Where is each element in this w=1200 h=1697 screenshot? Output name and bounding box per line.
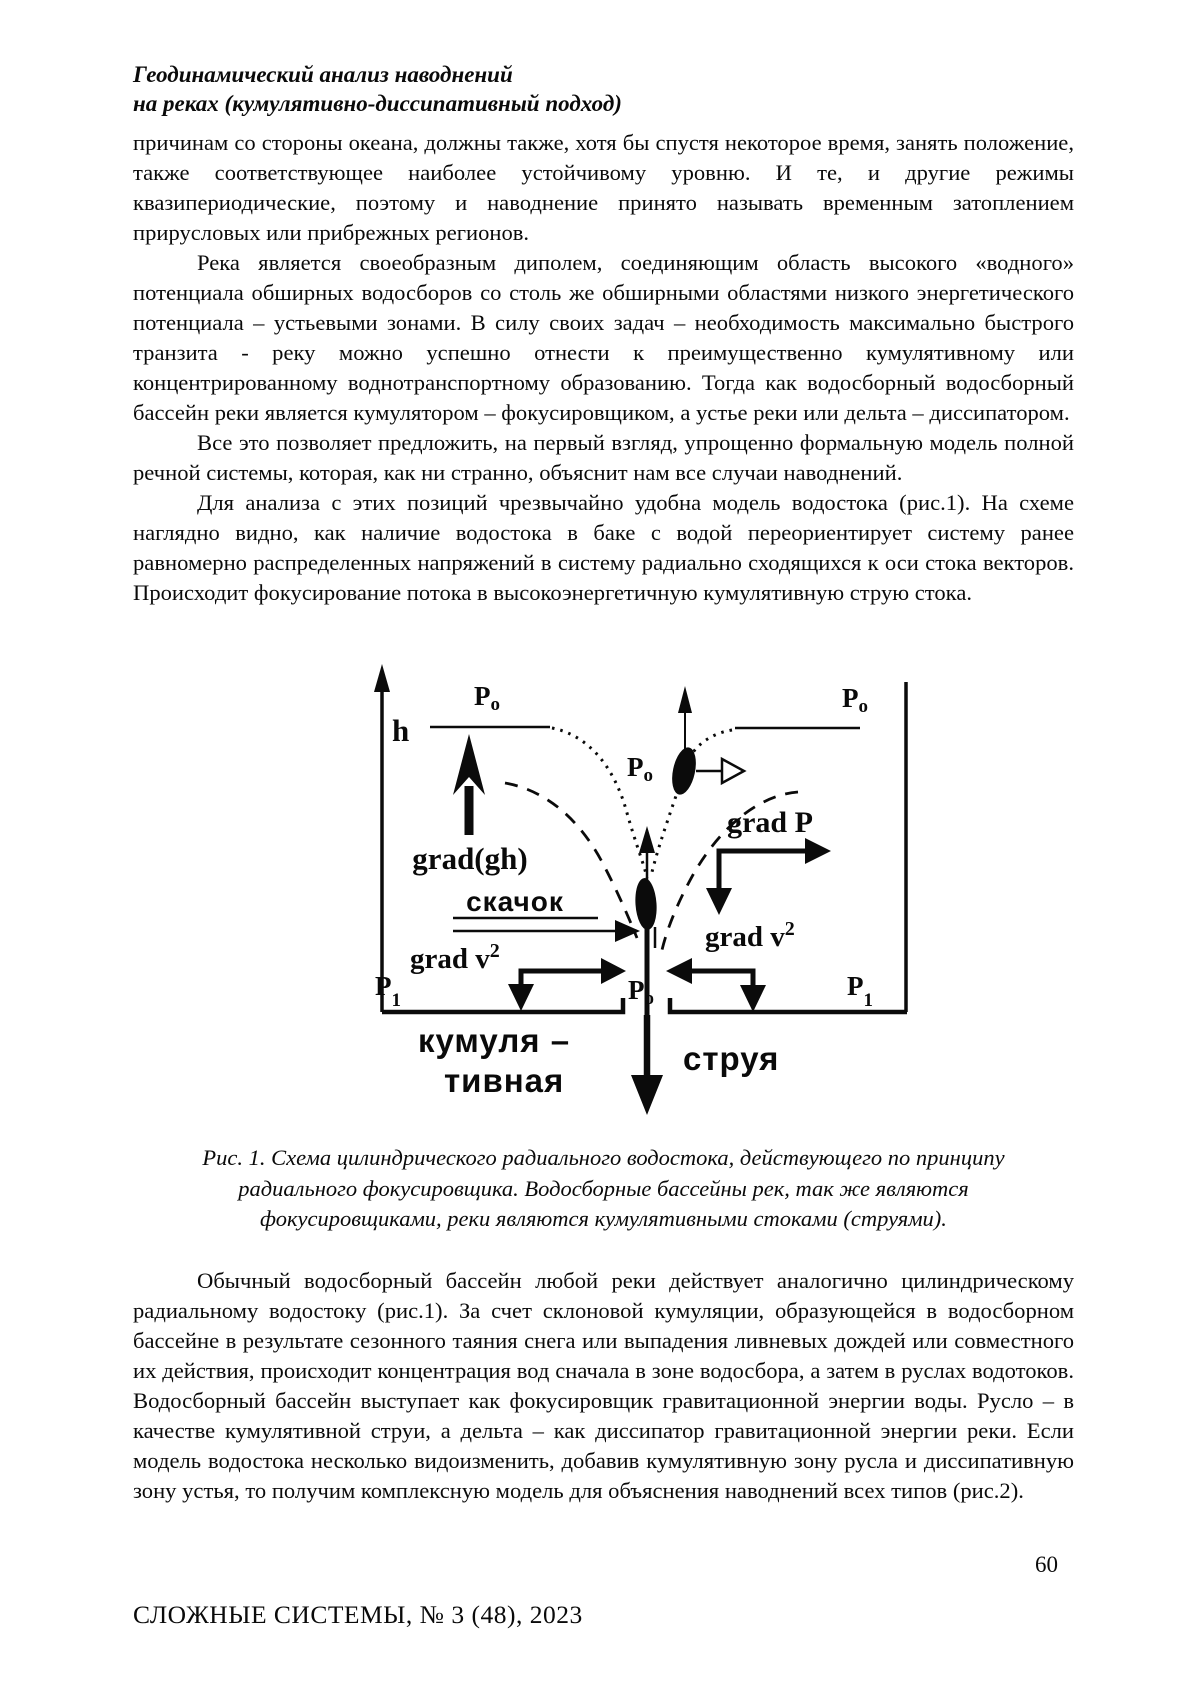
label-grad-p: grad P (727, 806, 813, 839)
label-p0-bottom: $P_o$ (628, 975, 654, 1009)
paragraph: Река является своеобразным диполем, соединяющим область высокого «водного» потенциала обширных водосборов со столь же обширными областями низкого энергетического потенциала – устьевыми зонами. В силу своих задач – необходимость максимально быстрого транзита - реку можно успешно отнести к преимущественно кумулятивному или концентрированному воднотранспортному образованию. Тогда как водосборный водосборный бассейн реки является кумулятором – фокусировщиком, а устье реки или дельта – диссипатором. (133, 250, 1074, 425)
label-h: h (392, 713, 410, 748)
grad-v2-left-elbow (521, 971, 604, 990)
bottom-wall-left (382, 998, 623, 1012)
label-grad-v2-left: grad $v^2$ (410, 940, 500, 975)
droplet-right-open-arrowhead (722, 759, 744, 783)
grad-p-elbow (719, 851, 808, 892)
grad-p-down-arrowhead (706, 888, 732, 915)
jet-down-arrowhead (631, 1075, 663, 1115)
caption-line: радиального фокусировщика. Водосборные бассейны рек, так же являются (238, 1175, 969, 1201)
label-p0-middle: $P_o$ (627, 752, 653, 786)
paragraph: причинам со стороны океана, должны также, хотя бы спустя некоторое время, занять положение, также соответствующее наиболее устойчивому уровню. И те, и другие режимы квазипериодические, поэтому и наводнение принято называть временным затоплением прирусловых или прибрежных регионов. (133, 130, 1074, 245)
page-number: 60 (1035, 1552, 1058, 1577)
grad-p-right-arrowhead (805, 838, 831, 864)
caption-line: Рис. 1. Схема цилиндрического радиального водостока, действующего по принципу (202, 1145, 1005, 1170)
label-grad-v2-right: grad $v^2$ (705, 918, 795, 953)
paragraph: Все это позволяет предложить, на первый взгляд, упрощенно формальную модель полной речной системы, которая, как ни странно, объяснит нам все случаи наводнений. (133, 430, 1074, 485)
label-kumulya: кумуля – (418, 1022, 571, 1059)
running-head-line2: на реках (кумулятивно-диссипативный подход) (133, 91, 622, 116)
label-p1-left: $P_1$ (375, 971, 401, 1011)
paragraph: Для анализа с этих позиций чрезвычайно удобна модель водостока (рис.1). На схеме наглядно видно, как наличие водостока в баке с водой переориентирует систему ранее равномерно распределенных напряжений в систему радиально сходящихся к оси стока векторов. Происходит фокусирование потока в высокоэнергетичную кумулятивную струю стока. (133, 490, 1074, 605)
axis-h-arrowhead (374, 664, 390, 692)
upper-droplet (668, 745, 699, 797)
label-struya: струя (683, 1040, 780, 1077)
paragraph: Обычный водосборный бассейн любой реки действует аналогично цилиндрическому радиальному водостоку (рис.1). За счет склоновой кумуляции, образующейся в водосборном бассейне в результате сезонного таяния снега или выпадения ливневых дождей или совместного их действия, происходит концентрация вод сначала в зоне водосбора, а затем в руслах водотоков. Водосборный бассейн выступает как фокусировщик гравитационной энергии воды. Русло – в качестве кумулятивной струи, а дельта – как диссипатор гравитационной энергии реки. Если модель водостока несколько видоизменить, добавив кумулятивную зону русла и диссипативную зону устья, то получим комплексную модель для объяснения наводнений всех типов (рис.2). (133, 1268, 1074, 1503)
skachok-arrowhead (615, 920, 640, 942)
label-tivnaya: тивная (444, 1062, 565, 1099)
grad-gh-arrowhead (453, 734, 485, 795)
label-p1-right: $P_1$ (847, 971, 873, 1011)
running-head-line1: Геодинамический анализ наводнений (133, 62, 513, 87)
caption-line: фокусировщиками, реки являются кумулятивными стоками (струями). (260, 1206, 947, 1231)
label-p0-top-right: $P_o$ (842, 683, 868, 717)
journal-footer: СЛОЖНЫЕ СИСТЕМЫ, № 3 (48), 2023 (133, 1600, 583, 1629)
grad-v2-left-arrowhead (666, 958, 692, 984)
body-text-top (133, 128, 1074, 608)
body-text-bottom (133, 1266, 1074, 1506)
figure-1-strokes (330, 620, 920, 1145)
running-head (133, 60, 1073, 118)
figure-1-diagram (330, 620, 920, 1145)
label-skachok: скачок (466, 886, 564, 917)
figure-caption (133, 1143, 1074, 1235)
label-grad-gh: grad(gh) (412, 841, 528, 876)
jet-droplet (634, 877, 659, 930)
label-p0-top-left: $P_o$ (474, 681, 500, 715)
grad-v2-down-arrowhead-left (508, 984, 534, 1011)
grad-v2-right-arrowhead (601, 958, 626, 984)
grad-v2-down-arrowhead-right (740, 985, 766, 1012)
